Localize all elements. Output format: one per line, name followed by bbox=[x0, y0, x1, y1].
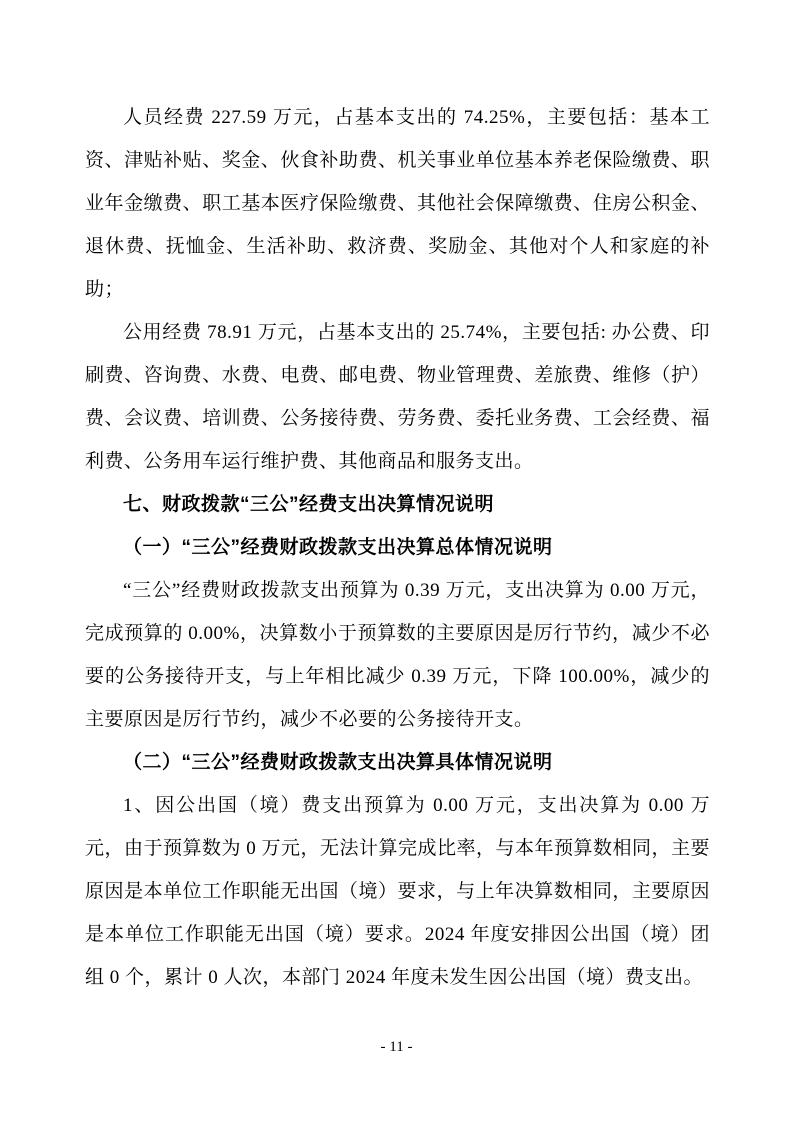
paragraph-public-expense: 公用经费 78.91 万元，占基本支出的 25.74%，主要包括: 办公费、印刷费、咨询费、水费、电费、邮电费、物业管理费、差旅费、维修（护）费、会议费、培训费、公务接待费、劳务费、委托业务费、工会经费、福利费、公务用车运行维护费、其他商品和服务支出。 bbox=[85, 322, 710, 472]
paragraph-abroad-expense: 1、因公出国（境）费支出预算为 0.00 万元，支出决算为 0.00 万元，由于预算数为 0 万元，无法计算完成比率，与本年预算数相同，主要原因是本单位工作职能无出国（境）要求，与上年决算数相同，主要原因是本单位工作职能无出国（境）要求。2024 年度安排因公出国（境）团组 0 个，累计 0 人次，本部门 2024 年度未发生因公出国（境）费支出。 bbox=[85, 795, 711, 988]
subsection-heading-two: （二）“三公”经费财政拨款支出决算具体情况说明 bbox=[123, 752, 553, 773]
paragraph-personnel-expense: 人员经费 227.59 万元，占基本支出的 74.25%，主要包括：基本工资、津贴补贴、奖金、伙食补助费、机关事业单位基本养老保险缴费、职业年金缴费、职工基本医疗保险缴费、其他社会保障缴费、住房公积金、退休费、抚恤金、生活补助、救济费、奖励金、其他对个人和家庭的补助； bbox=[85, 107, 710, 300]
paragraph-sangong-overall: “三公”经费财政拨款支出预算为 0.39 万元，支出决算为 0.00 万元，完成预算的 0.00%，决算数小于预算数的主要原因是厉行节约，减少不必要的公务接待开支，与上年相比减少 0.39 万元，下降 100.00%，减少的主要原因是厉行节约，减少不必要的公务接待开支。 bbox=[85, 580, 710, 730]
page-number: - 11 - bbox=[380, 1039, 413, 1055]
document-content bbox=[85, 96, 710, 999]
section-heading-seven: 七、财政拨款“三公”经费支出决算情况说明 bbox=[123, 494, 495, 515]
subsection-heading-one: （一）“三公”经费财政拨款支出决算总体情况说明 bbox=[123, 537, 553, 558]
